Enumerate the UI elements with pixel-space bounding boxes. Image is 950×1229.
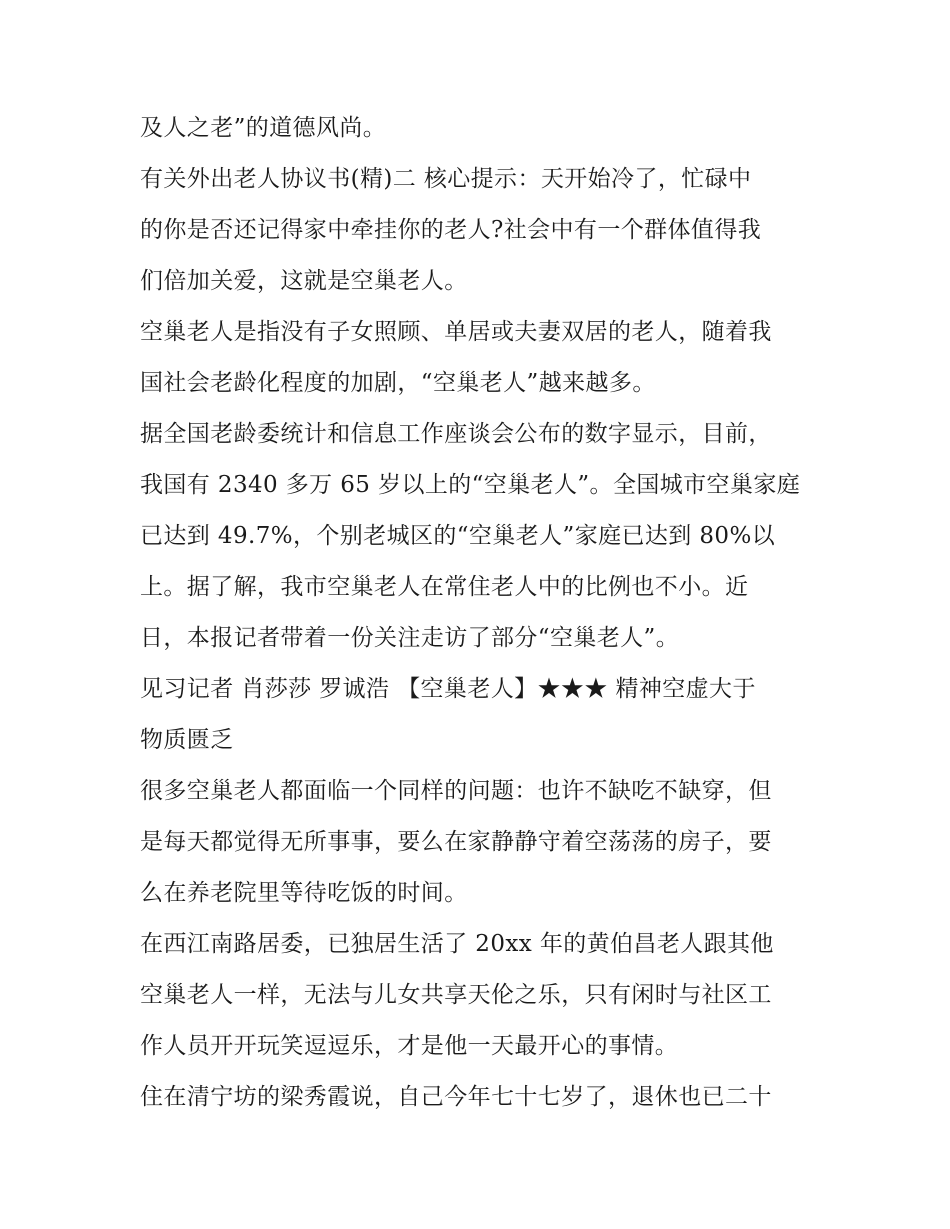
text-line: 见习记者 肖莎莎 罗诚浩 【空巢老人】★★★ 精神空虚大于 <box>140 676 756 702</box>
text-line: 据全国老龄委统计和信息工作座谈会公布的数字显示，目前， <box>140 421 772 447</box>
text-line: 们倍加关爱，这就是空巢老人。 <box>140 268 468 294</box>
text-line: 空巢老人一样，无法与儿女共享天伦之乐，只有闲时与社区工 <box>140 982 772 1008</box>
text-line: 空巢老人是指没有子女照顾、单居或夫妻双居的老人，随着我 <box>140 319 772 345</box>
text-line: 已达到 49.7%，个别老城区的“空巢老人”家庭已达到 80%以 <box>140 523 776 549</box>
text-line: 上。据了解，我市空巢老人在常住老人中的比例也不小。近 <box>140 574 749 600</box>
text-line: 住在清宁坊的梁秀霞说，自己今年七十七岁了，退休也已二十 <box>140 1084 772 1110</box>
text-line: 很多空巢老人都面临一个同样的问题：也许不缺吃不缺穿，但 <box>140 778 772 804</box>
text-line: 我国有 2340 多万 65 岁以上的“空巢老人”。全国城市空巢家庭 <box>140 472 801 498</box>
text-line: 作人员开开玩笑逗逗乐，才是他一天最开心的事情。 <box>140 1033 679 1059</box>
text-line: 有关外出老人协议书(精)二 核心提示：天开始冷了，忙碌中 <box>140 166 752 192</box>
text-line: 物质匮乏 <box>140 727 234 753</box>
text-line: 是每天都觉得无所事事，要么在家静静守着空荡荡的房子，要 <box>140 829 772 855</box>
body-text <box>140 103 830 1123</box>
text-line: 及人之老”的道德风尚。 <box>140 115 387 141</box>
text-line: 么在养老院里等待吃饭的时间。 <box>140 880 468 906</box>
text-line: 国社会老龄化程度的加剧，“空巢老人”越来越多。 <box>140 370 656 396</box>
text-line: 在西江南路居委，已独居生活了 20xx 年的黄伯昌老人跟其他 <box>140 931 774 957</box>
text-line: 的你是否还记得家中牵挂你的老人?社会中有一个群体值得我 <box>140 217 762 243</box>
text-line: 日，本报记者带着一份关注走访了部分“空巢老人”。 <box>140 625 680 651</box>
